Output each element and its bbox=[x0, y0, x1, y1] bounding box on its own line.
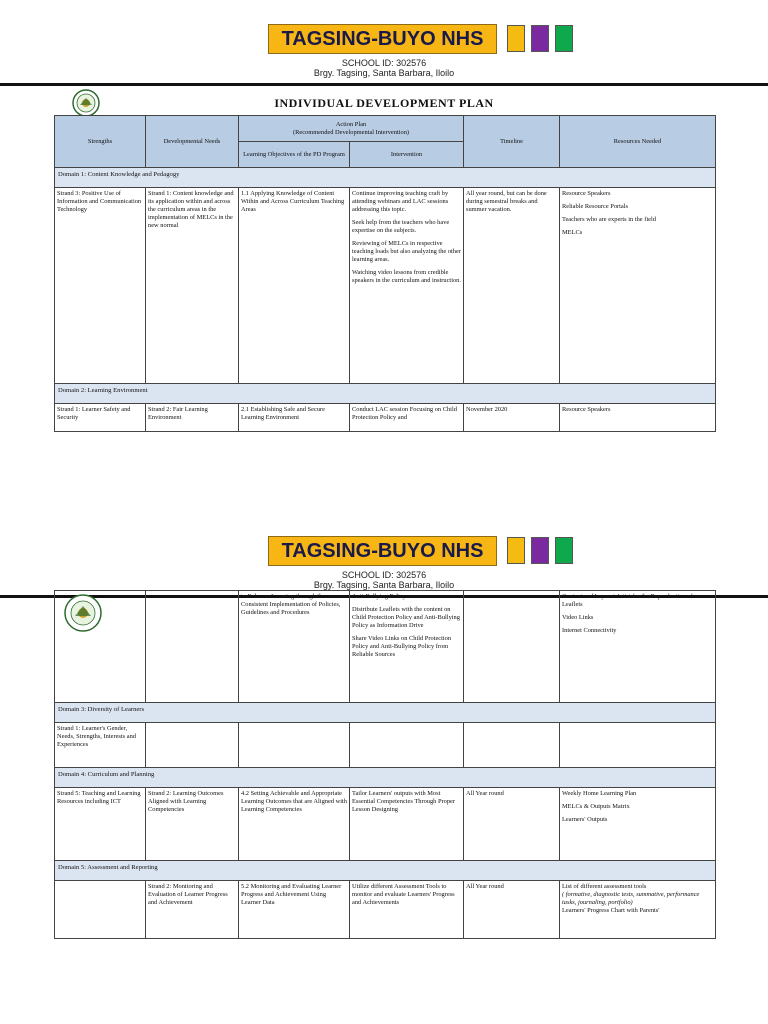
green-square-icon bbox=[555, 25, 573, 52]
resources-cell bbox=[560, 881, 716, 939]
header-resources: Resources Needed bbox=[560, 116, 716, 168]
domain-5-heading: Domain 5: Assessment and Reporting bbox=[55, 861, 716, 881]
intervention-item: Reviewing of MELCs in respective teaching loads but also analyzing the other learning areas. bbox=[352, 240, 461, 263]
timeline-cell: All Year round bbox=[464, 788, 560, 861]
resource-item: Learners' Outputs bbox=[562, 816, 608, 823]
timeline-cell: All year round, but can be done during semestral breaks and summer vacation. bbox=[464, 188, 560, 384]
purple-square-icon bbox=[531, 537, 549, 564]
school-name: TAGSING-BUYO NHS bbox=[268, 24, 497, 54]
need-cell bbox=[146, 591, 239, 703]
resource-item: Internet Connectivity bbox=[562, 627, 617, 634]
objective-cell: 5.2 Monitoring and Evaluating Learner Progress and Achievement Using Learner Data bbox=[239, 881, 350, 939]
document-title: INDIVIDUAL DEVELOPMENT PLAN bbox=[274, 96, 494, 110]
timeline-cell bbox=[464, 591, 560, 703]
table-row bbox=[55, 591, 716, 703]
table-row bbox=[55, 881, 716, 939]
intervention-item: Watching video lessons from credible speakers in the curriculum and instruction. bbox=[352, 269, 461, 284]
school-id: SCHOOL ID: 302576 bbox=[341, 58, 427, 68]
school-address: Brgy. Tagsing, Santa Barbara, Iloilo bbox=[313, 580, 455, 590]
school-name: TAGSING-BUYO NHS bbox=[268, 536, 497, 566]
need-cell: Strand 2: Learning Outcomes Aligned with Learning Competencies bbox=[146, 788, 239, 861]
intervention-cell bbox=[350, 188, 464, 384]
intervention-item: Anti-Bullying Policy bbox=[352, 593, 406, 600]
timeline-cell: November 2020 bbox=[464, 404, 560, 432]
table-row bbox=[55, 188, 716, 384]
need-cell: Strand 2: Fair Learning Environment bbox=[146, 404, 239, 432]
resources-cell: Resource Speakers bbox=[560, 404, 716, 432]
resource-item: ( formative, diagnostic tests, summative, performance tasks, journaling, portfolio) bbox=[562, 891, 700, 906]
resources-cell bbox=[560, 188, 716, 384]
strength-cell: Strand 3: Positive Use of Information and Communication Technology bbox=[55, 188, 146, 384]
table-row bbox=[55, 404, 716, 432]
intervention-item: Distribute Leaflets with the content on Child Protection Policy and Anti-Bullying Policy as Information Drive bbox=[352, 606, 460, 629]
intervention-cell: Conduct LAC session Focusing on Child Protection Policy and bbox=[350, 404, 464, 432]
strength-cell: Strand 5: Teaching and Learning Resources including ICT bbox=[55, 788, 146, 861]
yellow-square-icon bbox=[507, 537, 525, 564]
resource-item: Video Links bbox=[562, 614, 594, 621]
domain-3-heading: Domain 3: Diversity of Learners bbox=[55, 703, 716, 723]
school-banner bbox=[268, 24, 576, 54]
header-strengths: Strengths bbox=[55, 116, 146, 168]
green-square-icon bbox=[555, 537, 573, 564]
resource-item: MELCs & Outputs Matrix bbox=[562, 803, 630, 810]
intervention-item: Share Video Links on Child Protection Policy and Anti-Bullying Policy from Reliable Sources bbox=[352, 635, 452, 658]
resource-item: List of different assessment tools bbox=[562, 883, 647, 890]
yellow-square-icon bbox=[507, 25, 525, 52]
resource-item: Reliable Resource Portals bbox=[562, 203, 629, 210]
resource-item: MELCs bbox=[562, 229, 583, 236]
objective-cell: 2.1 Establishing Safe and Secure Learning Environment bbox=[239, 404, 350, 432]
action-plan-title: Action Plan bbox=[335, 120, 367, 128]
strength-cell bbox=[55, 881, 146, 939]
header-intervention: Intervention bbox=[350, 142, 464, 168]
objective-cell: 4.2 Setting Achievable and Appropriate Learning Outcomes that are Aligned with Learning Competencies bbox=[239, 788, 350, 861]
intervention-item: Seek help from the teachers who have expertise on the subjects. bbox=[352, 219, 450, 234]
domain-1-heading: Domain 1: Content Knowledge and Pedagogy bbox=[55, 168, 716, 188]
idp-table-page-1 bbox=[54, 115, 716, 432]
resource-item: Teachers who are experts in the field bbox=[562, 216, 656, 223]
domain-2-heading: Domain 2: Learning Environment bbox=[55, 384, 716, 404]
logo-cell bbox=[55, 591, 146, 703]
resource-item: Resource Speakers bbox=[562, 190, 611, 197]
idp-table-page-2 bbox=[54, 590, 716, 939]
resources-cell bbox=[560, 591, 716, 703]
school-address: Brgy. Tagsing, Santa Barbara, Iloilo bbox=[313, 68, 455, 78]
resource-item: Content and Lay-out Artist for the Reproduction of Leaflets bbox=[562, 593, 693, 608]
header-development-needs: Developmental Needs bbox=[146, 116, 239, 168]
timeline-cell: All Year round bbox=[464, 881, 560, 939]
objective-cell: to Enhance Learning through the Consistent Implementation of Policies, Guidelines and Procedures bbox=[239, 591, 350, 703]
header-divider bbox=[0, 83, 768, 86]
domain-4-heading: Domain 4: Curriculum and Planning bbox=[55, 768, 716, 788]
table-row bbox=[55, 788, 716, 861]
intervention-item: Continue improving teaching craft by attending webinars and LAC sessions addressing this topic. bbox=[352, 190, 449, 213]
resource-item: Weekly Home Learning Plan bbox=[562, 790, 637, 797]
document-page-1 bbox=[0, 0, 768, 470]
header-learning-objectives: Learning Objectives of the PD Program bbox=[239, 142, 350, 168]
table-row bbox=[55, 723, 716, 768]
action-plan-subtitle: (Recommended Developmental Intervention) bbox=[292, 128, 410, 136]
resources-cell bbox=[560, 788, 716, 861]
header-action-plan bbox=[239, 116, 464, 142]
resource-item: Learners' Progress Chart with Parents' bbox=[562, 907, 660, 914]
strength-cell: Strand 1: Learner's Gender, Needs, Strengths, Interests and Experiences bbox=[55, 723, 146, 768]
purple-square-icon bbox=[531, 25, 549, 52]
intervention-cell: Tailor Learners' outputs with Most Essential Competencies Through Proper Lesson Designing bbox=[350, 788, 464, 861]
objective-cell: 1.1 Applying Knowledge of Content Within and Across Curriculum Teaching Areas bbox=[239, 188, 350, 384]
header-timeline: Timeline bbox=[464, 116, 560, 168]
school-id: SCHOOL ID: 302576 bbox=[341, 570, 427, 580]
need-cell: Strand 1: Content knowledge and its application within and across the curriculum areas in the implementation of MELCs in the new normal bbox=[146, 188, 239, 384]
intervention-cell bbox=[350, 591, 464, 703]
need-cell: Strand 2: Monitoring and Evaluation of Learner Progress and Achievement bbox=[146, 881, 239, 939]
school-seal-logo bbox=[57, 593, 109, 633]
strength-cell: Strand 1: Learner Safety and Security bbox=[55, 404, 146, 432]
intervention-cell: Utilize different Assessment Tools to monitor and evaluate Learners' Progress and Achievements bbox=[350, 881, 464, 939]
school-banner bbox=[268, 536, 576, 566]
